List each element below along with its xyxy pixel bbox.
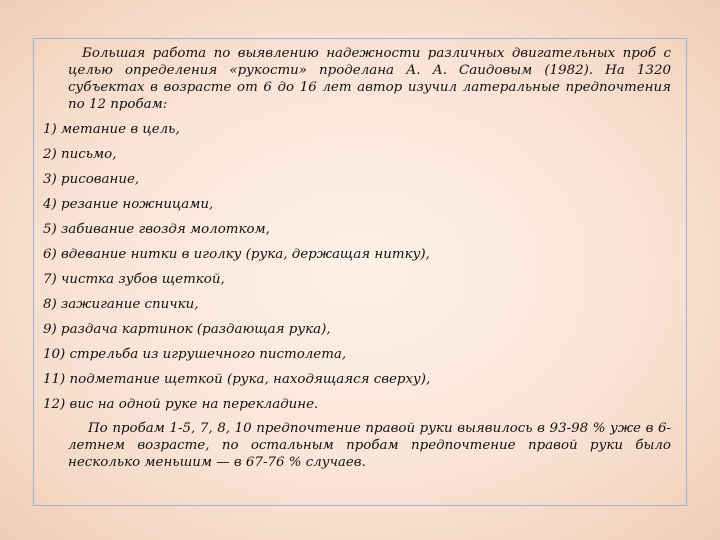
slide-frame xyxy=(33,38,687,506)
conclusion-paragraph: По пробам 1-5, 7, 8, 10 предпочтение правой руки выявилось в 93-98 % уже в 6-летнем возрасте, по остальным пробам предпочтение правой руки было несколько меньшим — в 67-76 % случаев. xyxy=(68,421,671,470)
list-item: 7) чистка зубов щеткой, xyxy=(43,272,225,287)
list-item: 8) зажигание спички, xyxy=(43,297,199,312)
text-block xyxy=(34,45,688,471)
list-item: 9) раздача картинок (раздающая рука), xyxy=(43,322,331,337)
list-item: 6) вдевание нитки в иголку (рука, держащая нитку), xyxy=(43,247,430,262)
list-item: 2) письмо, xyxy=(43,147,117,162)
list-item: 3) рисование, xyxy=(43,172,140,187)
list-item: 11) подметание щеткой (рука, находящаяся сверху), xyxy=(43,372,431,387)
list-item: 12) вис на одной руке на перекладине. xyxy=(43,397,319,412)
list-item: 10) стрельба из игрушечного пистолета, xyxy=(43,347,347,362)
list-item: 5) забивание гвоздя молотком, xyxy=(43,222,270,237)
list-item: 1) метание в цель, xyxy=(43,122,180,137)
list-item: 4) резание ножницами, xyxy=(43,197,214,212)
intro-paragraph: Большая работа по выявлению надежности различных двигательных проб с целью определения «рукости» проделана А. А. Саидовым (1982). На 1320 субъектах в возрасте от 6 до 16 лет автор изучил латеральные предпочтения по 12 пробам: xyxy=(68,46,671,112)
trial-list xyxy=(34,117,688,417)
